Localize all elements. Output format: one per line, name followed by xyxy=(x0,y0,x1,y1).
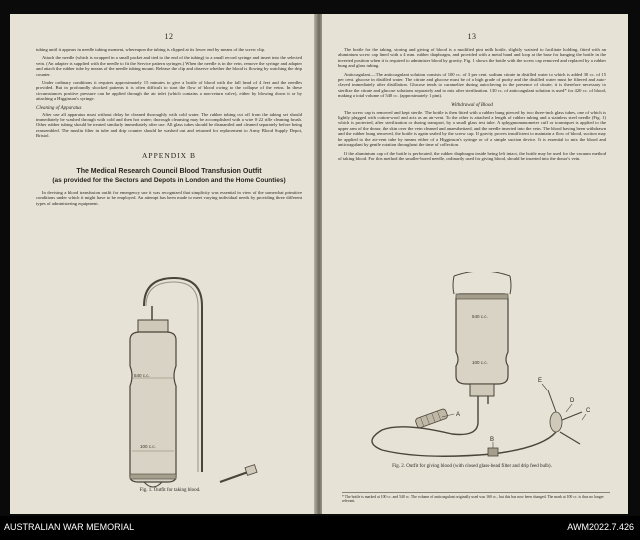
fig2-caption: Fig. 2. Outfit for giving blood (with closed glass-bead filter and drip feed bulb). xyxy=(392,464,552,469)
left-paragraph-5: In devising a blood transfusion outfit for emergency use it was recognized that simplicity was essential in view of the somewhat primitive conditions under which it might have to be employed. An attempt has been made to meet varying individual needs by providing three different types of administering equipment. xyxy=(36,189,302,206)
appendix-title: APPENDIX B xyxy=(142,150,196,160)
fig2-label-b: B xyxy=(490,437,495,443)
fig2-bottle-mark-100: 100 c.c. xyxy=(472,360,488,365)
fig1-bottle-mark-100: 100 c.c. xyxy=(140,444,156,449)
fig2-label-d: D xyxy=(570,398,575,404)
fig2-label-e: E xyxy=(538,378,543,384)
right-paragraph-1: The bottle for the taking, storing and giving of blood is a modified pint milk bottle, slightly waisted to facilitate holding, fitted with an aluminium screw cap lined with a 4 mm. rubber diaphragm, and provided with a metal band and loop at the base for hanging the bottle in the inverted position when it is required to administer blood by gravity. Fig. 1 shows the bottle with the screw cap removed and replaced by a rubber bung and glass tubing. xyxy=(338,47,606,69)
right-paragraph-2: Anticoagulant.—The anticoagulant solution consists of 100 cc. of 3 per cent. sodium citrate in distilled water to which is added 30 cc. of 15 per cent. glucose in distilled water. The citrate and glucose must be of a high grade of purity and the distilled water must be filtered and auto-claved immediately after distillation. Glucose tends to caramelize during autoclaving in the presence of citrate; it is therefore necessary to sterilize the citrate and glucose solutions separately and to mix after sterilization. 130 cc. of anticoagulant solution is used* for 420 cc. of blood, making a total volume of 540 cc. (approximately 1 pint). xyxy=(338,71,606,99)
right-page xyxy=(322,14,628,514)
appendix-heading: The Medical Research Council Blood Transfusion Outfit xyxy=(76,167,262,175)
right-paragraph-3: The screw cap is removed and kept sterile. The bottle is then fitted with a rubber bung pierced by two three-inch glass tubes, one of which is lightly plugged with cotton-wool and acts as an air-vent. To the other is attached a length of rubber tubing and a stainless steel needle (Fig. 1) which is protected, after sterilization or during transport, by a small glass test tube. A sphygmomanometer cuff or tourniquet is applied to the upper arm of the donor, the skin over the vein cleaned and anaesthetized, and the needle inserted into the vein. The blood having been withdrawn and the rubber bung removed, the bottle is again sealed by the screw cap. If gravity proves insufficient to maintain a flow of blood, suction may be applied to the air-vent tube by means either of a Higginson's syringe or of a simple suction device. It is essential to mix the blood and anticoagulant by gentle rotation throughout the time of collection. xyxy=(338,109,606,148)
fig2-label-c: C xyxy=(586,408,591,414)
left-paragraph-3: Under ordinary conditions it requires approximately 15 minutes to give a bottle of blood with the fall head of 4 feet and the needles provided. But in profoundly shocked patients it is often difficult to start the flow of blood owing to the collapse of the veins. In these circumstances positive pressure can be applied through the air inlet (which contains a non-return valve), either by blowing down it or by attaching a Higginson's syringe. xyxy=(36,80,302,102)
archive-footer xyxy=(0,516,640,540)
fig1-bottle-mark-540: 540 c.c. xyxy=(134,373,150,378)
page-number-right: 13 xyxy=(467,32,477,41)
left-paragraph-2: Attach the needle (which is wrapped in a small packet and tied to the end of the tubing) to a small record syringe and insert into the selected vein. (An adapter is supplied with the needle to fit the Service pattern syringes.) When the needle is in the vein, remove the syringe and adapter and attach the rubber tube by means of the needle tubing mount. Release the clip and observe whether the blood is flowing by watching the drip counter. xyxy=(36,55,302,77)
left-page xyxy=(10,14,316,514)
right-paragraph-4: If the aluminium cap of the bottle is perforated, the rubber diaphragm inside being left intact, the bottle may be used for the vacuum method of taking blood. For this method the smaller-bored needle, ordinarily used for giving blood, should be inserted into the donor's vein. xyxy=(338,150,606,161)
appendix-subheading: (as provided for the Sectors and Depots in London and the Home Counties) xyxy=(52,176,286,184)
fig2-bottle-mark-540: 540 c.c. xyxy=(472,314,488,319)
footnote: * The bottle is marked at 100 cc. and 540 cc. The volume of anticoagulant originally used was 160 cc., but this has now been changed. The mark at 100 cc. is thus no longer relevant. xyxy=(342,492,610,504)
withdrawal-subheading: Withdrawal of Blood xyxy=(451,102,493,108)
left-paragraph-4: After use all apparatus must without delay be cleaned thoroughly with cold water. The rubber tubing cut off from the taking set should immediately be washed through with cold and then hot water; thorough cleansing may be accomplished with a wire 0·22 rifle cleaning brush. Other rubber tubing should be treated similarly immediately after use. All glass tubes should be dismantled and cleaned separately before being reassembled. The muslin filter in tube and drip counter should be washed out and returned for replacement to Army Blood Supply Depot, Bristol. xyxy=(36,111,302,139)
fig2-label-a: A xyxy=(456,412,461,418)
fig2-giving-outfit-illustration xyxy=(342,272,612,462)
cleaning-subheading: Cleaning of Apparatus xyxy=(36,105,82,111)
fig1-taking-outfit-illustration xyxy=(70,276,270,496)
left-paragraph-1: tubing until it appears in needle tubing moment, whereupon the tubing is clipped at its lower end by means of the screw clip. xyxy=(36,47,266,52)
fig1-caption: Fig. 1. Outfit for taking blood. xyxy=(139,488,201,493)
footer-accession-number: AWM2022.7.426 xyxy=(567,522,634,532)
footer-institution: AUSTRALIAN WAR MEMORIAL xyxy=(4,522,135,532)
page-number-left: 12 xyxy=(164,32,174,41)
